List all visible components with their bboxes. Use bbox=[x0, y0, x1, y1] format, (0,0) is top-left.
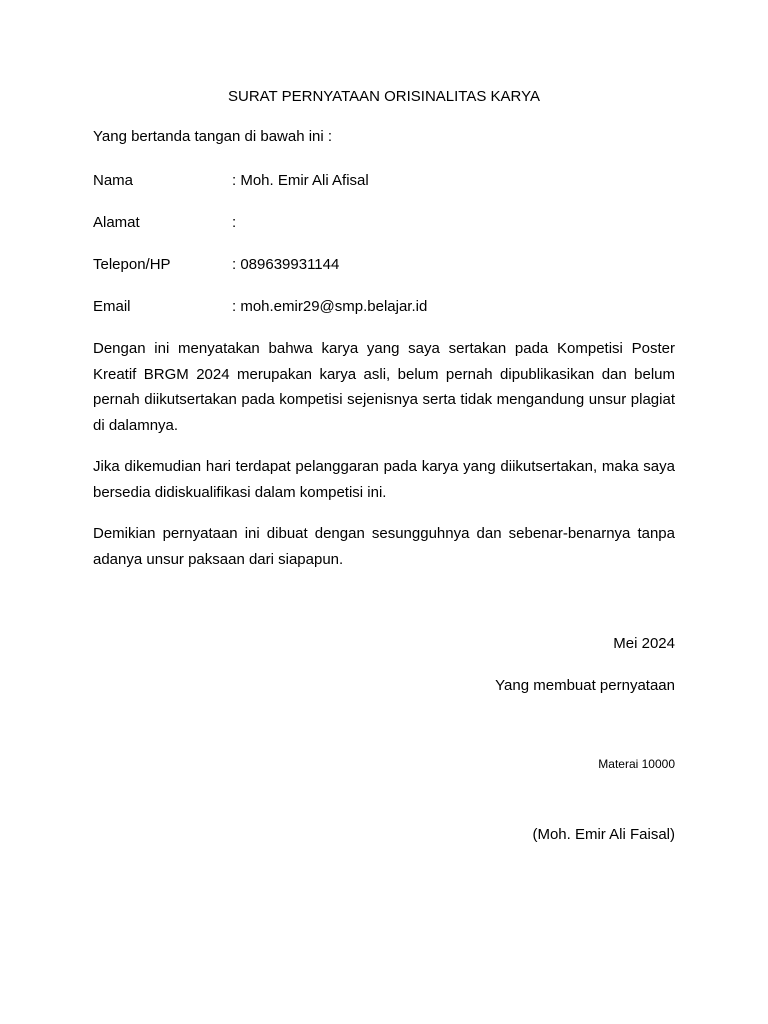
field-label: Nama bbox=[93, 172, 134, 189]
paragraph-closing: Demikian pernyataan ini dibuat dengan sesungguhnya dan sebenar-benarnya tanpa adanya unsur paksaan dari siapapun. bbox=[93, 525, 675, 568]
paragraph-disqualification: Jika dikemudian hari terdapat pelanggaran pada karya yang diikutsertakan, maka saya bersedia didiskualifikasi dalam kompetisi ini. bbox=[93, 458, 675, 501]
field-value: : 089639931144 bbox=[232, 256, 340, 273]
materai-stamp-placeholder: Materai 10000 bbox=[598, 757, 675, 771]
field-email bbox=[93, 298, 675, 316]
field-value: : bbox=[232, 214, 237, 231]
field-label: Telepon/HP bbox=[93, 256, 171, 273]
field-nama bbox=[93, 172, 675, 190]
field-value: : Moh. Emir Ali Afisal bbox=[232, 172, 369, 189]
signature-role: Yang membuat pernyataan bbox=[495, 677, 675, 694]
field-label: Email bbox=[93, 298, 131, 315]
field-label: Alamat bbox=[93, 214, 140, 231]
field-alamat bbox=[93, 214, 675, 232]
signature-date: Mei 2024 bbox=[613, 635, 675, 652]
intro-text: Yang bertanda tangan di bawah ini : bbox=[93, 128, 333, 145]
signatory-name: (Moh. Emir Ali Faisal) bbox=[532, 826, 675, 843]
field-value: : moh.emir29@smp.belajar.id bbox=[232, 298, 428, 315]
field-telepon bbox=[93, 256, 675, 274]
document-title: SURAT PERNYATAAN ORISINALITAS KARYA bbox=[227, 88, 541, 105]
paragraph-statement: Dengan ini menyatakan bahwa karya yang saya sertakan pada Kompetisi Poster Kreatif BRGM 2024 merupakan karya asli, belum pernah dipublikasikan dan belum pernah diikutsertakan pada kompetisi sejenisnya serta tidak mengandung unsur plagiat di dalamnya. bbox=[93, 340, 675, 434]
